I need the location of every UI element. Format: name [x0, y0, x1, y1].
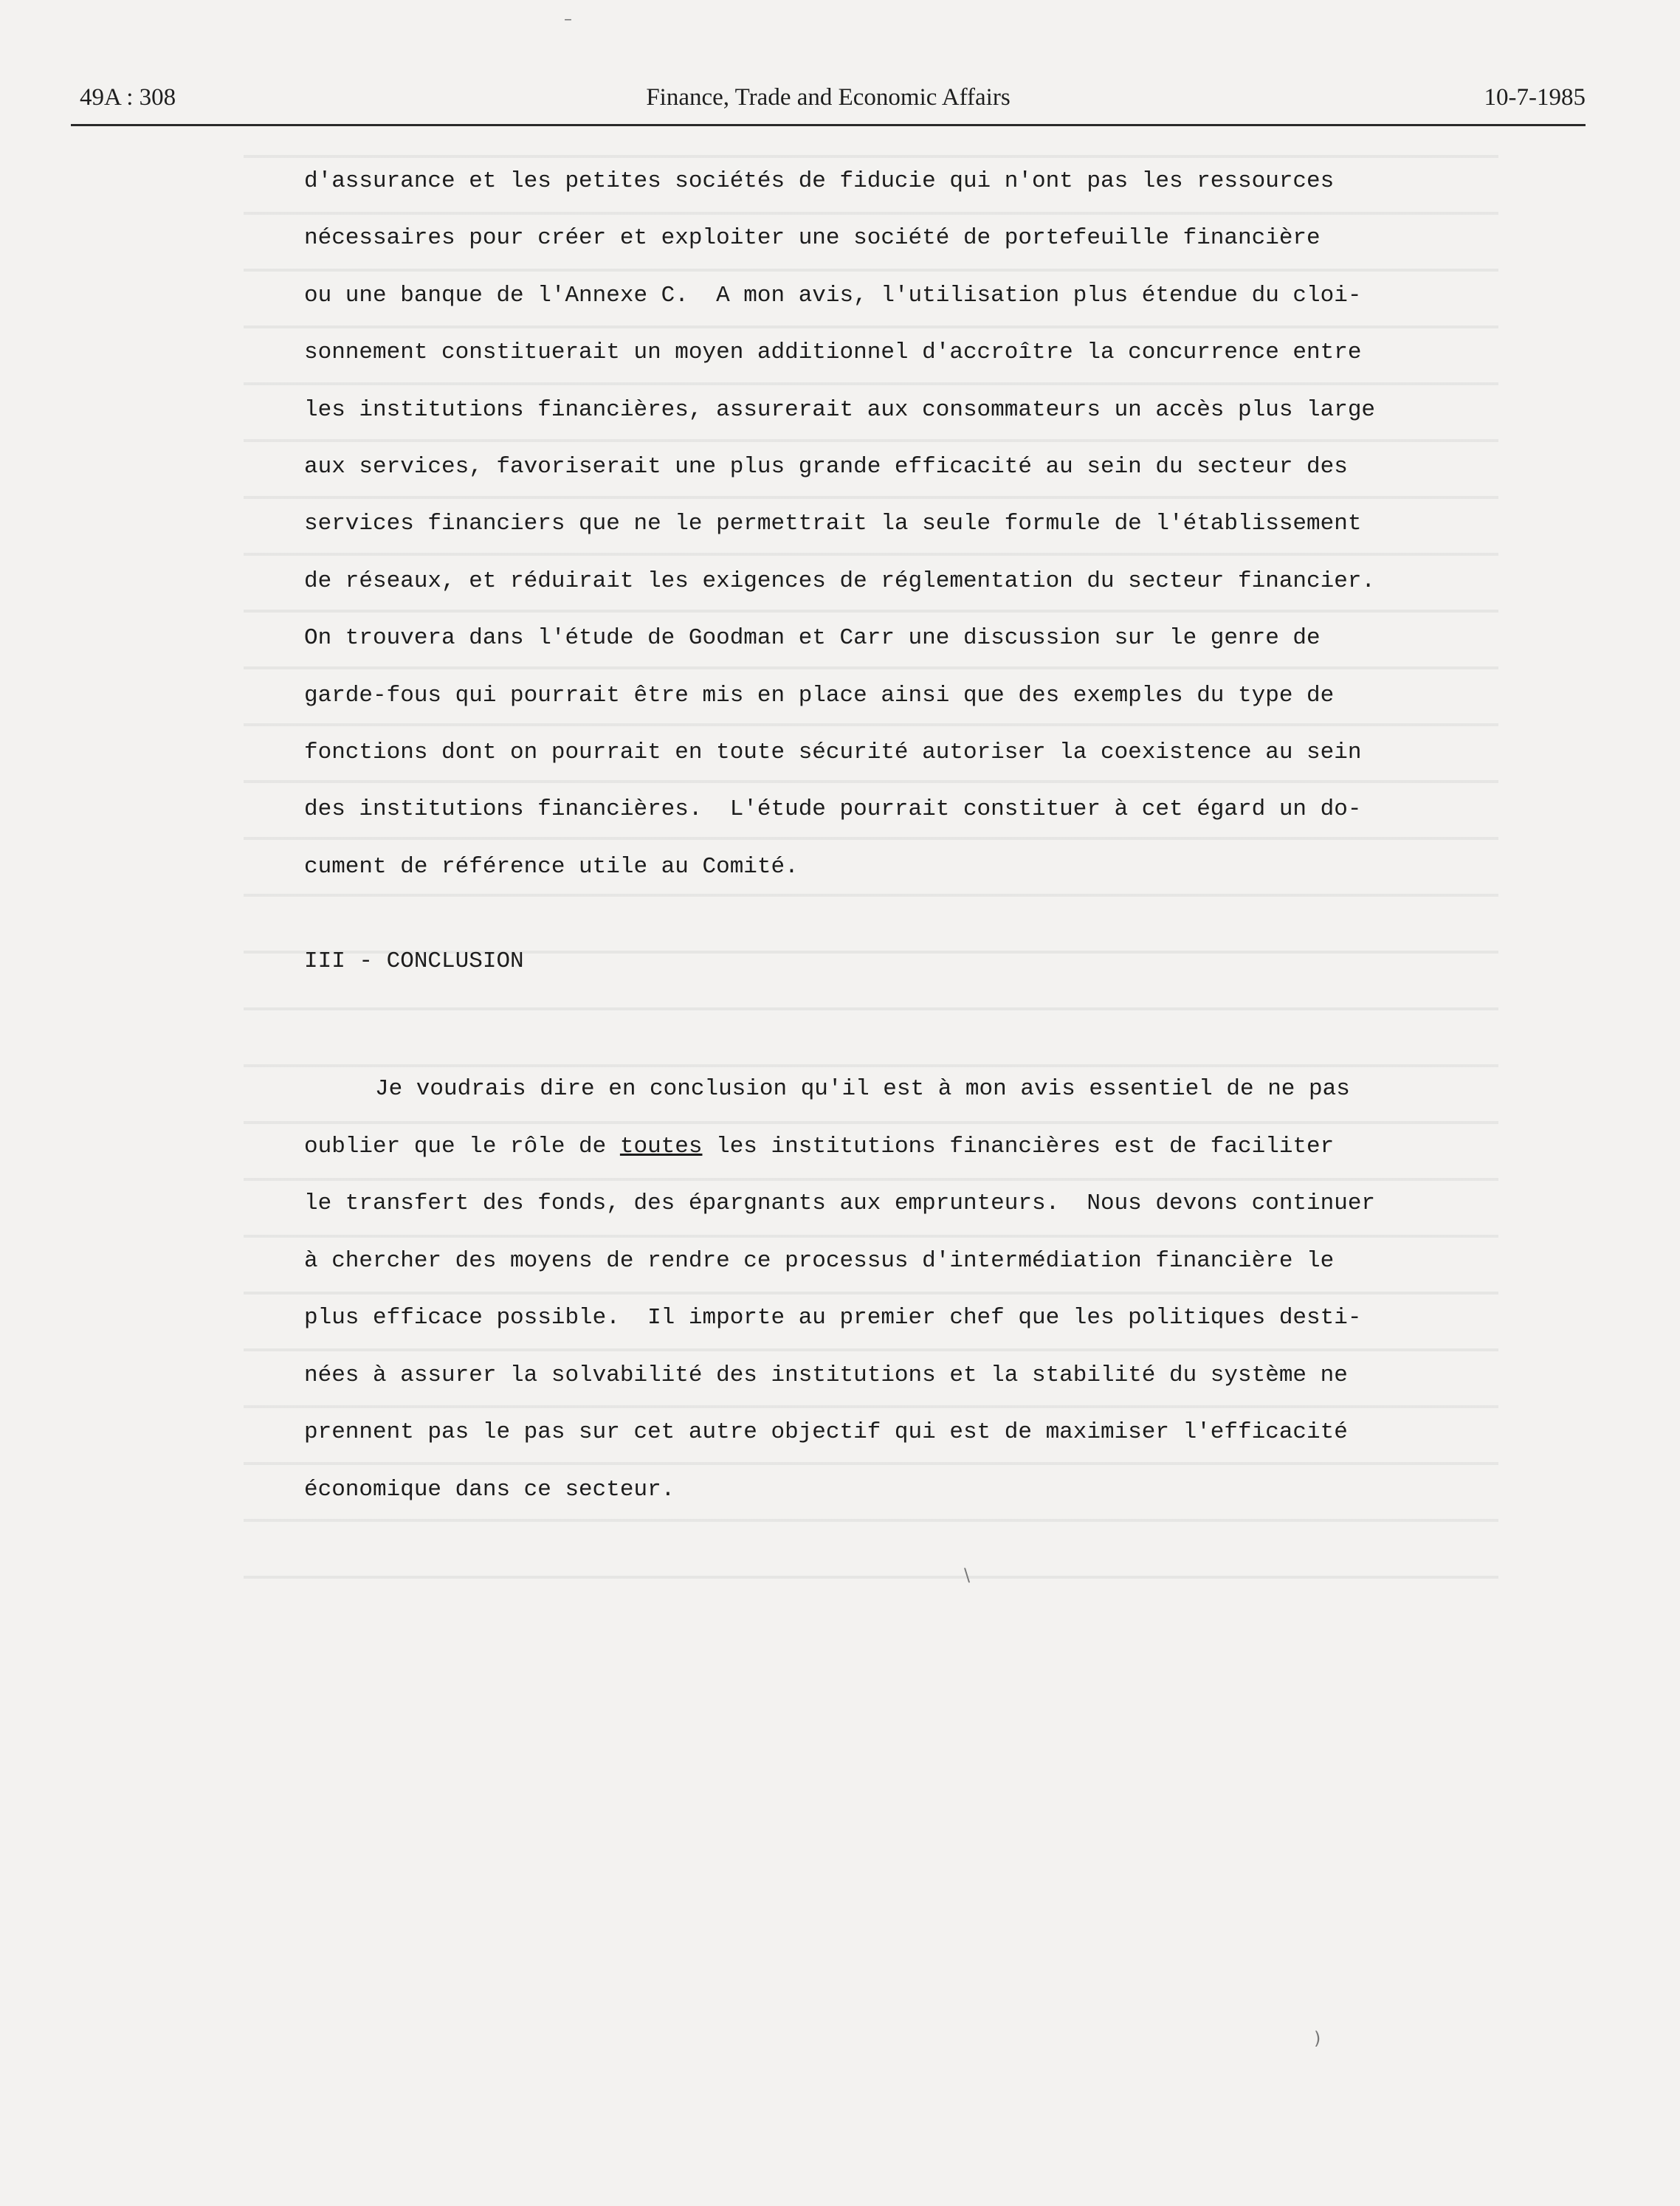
section-heading: III - CONCLUSION: [304, 948, 524, 974]
scan-mark: \: [964, 1565, 971, 1585]
text-fragment: les institutions financières est de faciliter: [702, 1133, 1335, 1159]
header-title: Finance, Trade and Economic Affairs: [646, 84, 1011, 111]
text-line: de réseaux, et réduirait les exigences de réglementation du secteur financier.: [304, 568, 1376, 594]
text-line: fonctions dont on pourrait en toute sécurité autoriser la coexistence au sein: [304, 739, 1362, 765]
header-date: 10-7-1985: [1484, 84, 1586, 111]
text-line: garde-fous qui pourrait être mis en place ainsi que des exemples du type de: [304, 682, 1335, 709]
conclusion-paragraph: [304, 1061, 1426, 1518]
underlined-word: toutes: [619, 1133, 703, 1159]
text-line: cument de référence utile au Comité.: [304, 853, 799, 880]
text-line: d'assurance et les petites sociétés de fiducie qui n'ont pas les ressources: [304, 168, 1335, 194]
text-line: On trouvera dans l'étude de Goodman et Carr une discussion sur le genre de: [304, 625, 1321, 652]
text-line: des institutions financières. L'étude pourrait constituer à cet égard un do-: [304, 796, 1362, 823]
text-line: nées à assurer la solvabilité des institutions et la stabilité du système ne: [304, 1362, 1348, 1388]
scan-mark: ): [1314, 2028, 1321, 2049]
page-header: [71, 80, 1586, 126]
text-line: économique dans ce secteur.: [304, 1476, 675, 1503]
text-line: à chercher des moyens de rendre ce processus d'intermédiation financière le: [304, 1247, 1335, 1274]
text-line: les institutions financières, assurerait aux consommateurs un accès plus large: [304, 396, 1376, 423]
body-paragraph: [304, 153, 1426, 895]
text-line: plus efficace possible. Il importe au premier chef que les politiques desti-: [304, 1305, 1362, 1331]
text-line: prennent pas le pas sur cet autre objectif qui est de maximiser l'efficacité: [304, 1419, 1348, 1445]
text-fragment: oublier que le rôle de: [304, 1133, 620, 1159]
text-line: aux services, favoriserait une plus grande efficacité au sein du secteur des: [304, 453, 1348, 480]
text-line: Je voudrais dire en conclusion qu'il est à mon avis essentiel de ne pas: [375, 1076, 1350, 1102]
text-line: [304, 1118, 1426, 1176]
text-line: ou une banque de l'Annexe C. A mon avis, l'utilisation plus étendue du cloi-: [304, 282, 1362, 309]
text-line: nécessaires pour créer et exploiter une société de portefeuille financière: [304, 225, 1321, 252]
text-line: services financiers que ne le permettrait la seule formule de l'établissement: [304, 511, 1362, 537]
text-line: le transfert des fonds, des épargnants aux emprunteurs. Nous devons continuer: [304, 1190, 1376, 1216]
scan-mark: –: [564, 10, 572, 29]
text-line: sonnement constituerait un moyen additionnel d'accroître la concurrence entre: [304, 339, 1362, 366]
page-number: 49A : 308: [80, 84, 176, 111]
